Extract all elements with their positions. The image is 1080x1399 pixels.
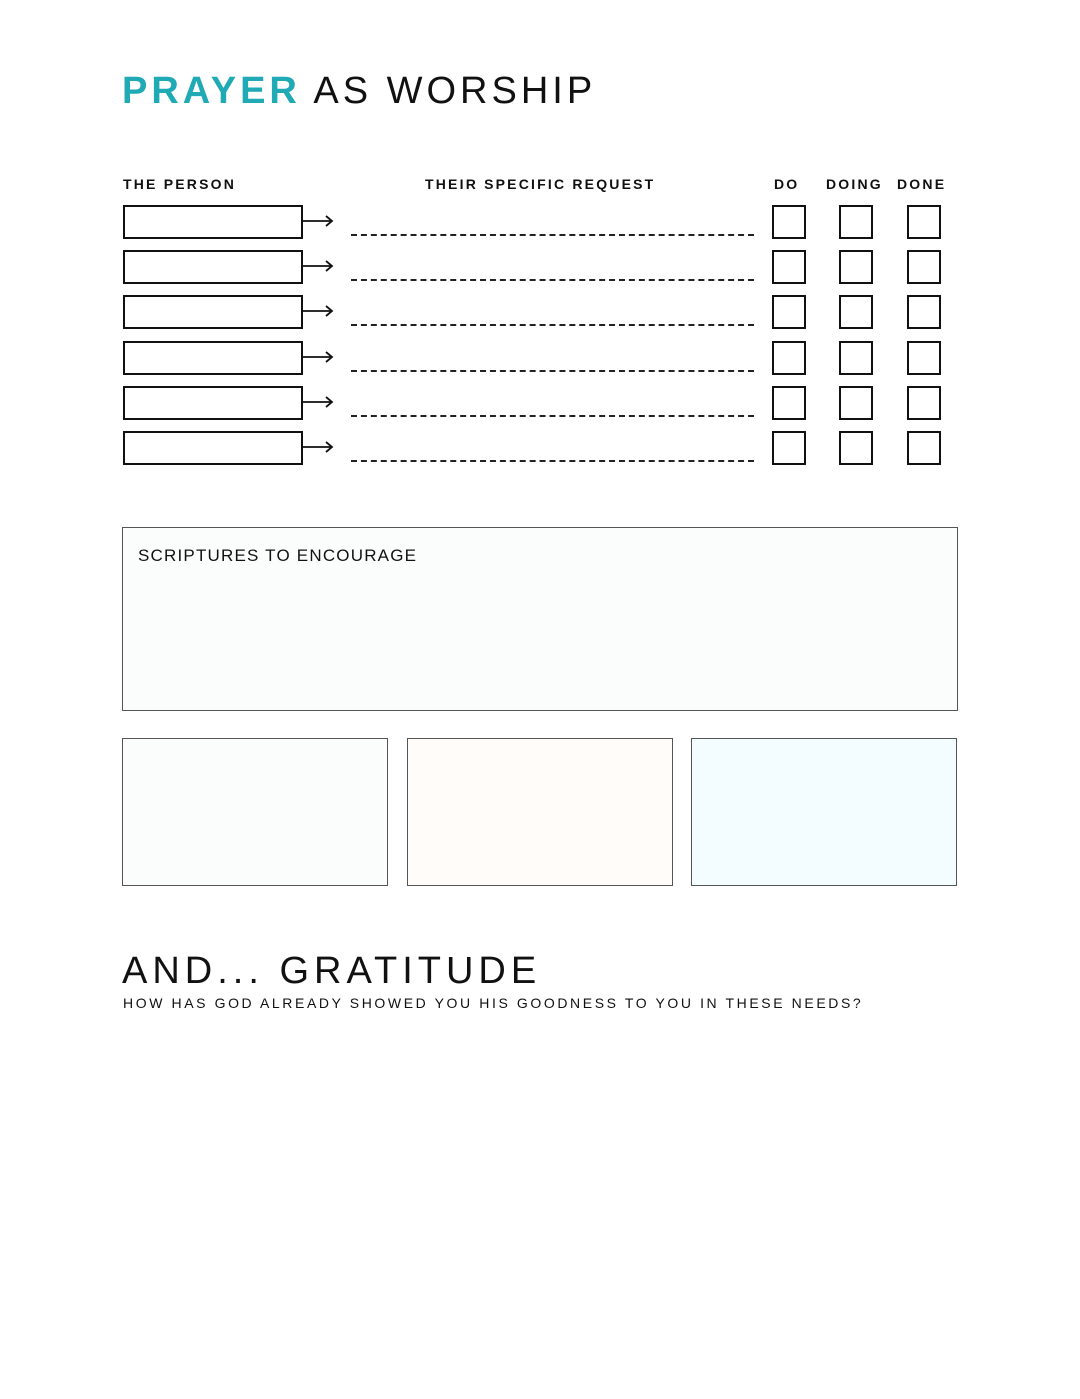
person-field[interactable] <box>123 386 303 420</box>
done-checkbox[interactable] <box>907 250 941 284</box>
doing-checkbox[interactable] <box>839 205 873 239</box>
request-field[interactable] <box>351 234 754 236</box>
column-header-request: THEIR SPECIFIC REQUEST <box>425 176 656 192</box>
scriptures-box[interactable] <box>122 527 958 711</box>
table-row <box>0 341 1080 375</box>
gratitude-subtitle: HOW HAS GOD ALREADY SHOWED YOU HIS GOODNESS TO YOU IN THESE NEEDS? <box>123 995 864 1011</box>
page-title <box>122 68 596 114</box>
table-row <box>0 250 1080 284</box>
right-arrow-icon <box>301 439 335 455</box>
right-arrow-icon <box>301 258 335 274</box>
done-checkbox[interactable] <box>907 205 941 239</box>
do-checkbox[interactable] <box>772 431 806 465</box>
request-field[interactable] <box>351 324 754 326</box>
request-field[interactable] <box>351 415 754 417</box>
table-row <box>0 431 1080 465</box>
doing-checkbox[interactable] <box>839 431 873 465</box>
right-arrow-icon <box>301 213 335 229</box>
table-row <box>0 295 1080 329</box>
column-header-person: THE PERSON <box>123 176 237 192</box>
done-checkbox[interactable] <box>907 341 941 375</box>
doing-checkbox[interactable] <box>839 250 873 284</box>
gratitude-title: AND... GRATITUDE <box>122 950 542 992</box>
scriptures-label: SCRIPTURES TO ENCOURAGE <box>138 546 418 565</box>
done-checkbox[interactable] <box>907 386 941 420</box>
request-field[interactable] <box>351 370 754 372</box>
person-field[interactable] <box>123 341 303 375</box>
page-title-rest: AS WORSHIP <box>313 70 597 112</box>
column-header-done: DONE <box>897 176 947 192</box>
column-header-do: DO <box>774 176 800 192</box>
table-row <box>0 205 1080 239</box>
request-field[interactable] <box>351 460 754 462</box>
request-field[interactable] <box>351 279 754 281</box>
doing-checkbox[interactable] <box>839 295 873 329</box>
note-box-2[interactable] <box>407 738 673 886</box>
doing-checkbox[interactable] <box>839 386 873 420</box>
note-box-3[interactable] <box>691 738 957 886</box>
person-field[interactable] <box>123 250 303 284</box>
do-checkbox[interactable] <box>772 295 806 329</box>
do-checkbox[interactable] <box>772 205 806 239</box>
do-checkbox[interactable] <box>772 250 806 284</box>
right-arrow-icon <box>301 349 335 365</box>
done-checkbox[interactable] <box>907 295 941 329</box>
page-title-accent: PRAYER <box>122 70 301 112</box>
person-field[interactable] <box>123 431 303 465</box>
person-field[interactable] <box>123 295 303 329</box>
right-arrow-icon <box>301 394 335 410</box>
column-header-doing: DOING <box>826 176 883 192</box>
note-box-1[interactable] <box>122 738 388 886</box>
do-checkbox[interactable] <box>772 386 806 420</box>
doing-checkbox[interactable] <box>839 341 873 375</box>
person-field[interactable] <box>123 205 303 239</box>
do-checkbox[interactable] <box>772 341 806 375</box>
done-checkbox[interactable] <box>907 431 941 465</box>
table-row <box>0 386 1080 420</box>
right-arrow-icon <box>301 303 335 319</box>
